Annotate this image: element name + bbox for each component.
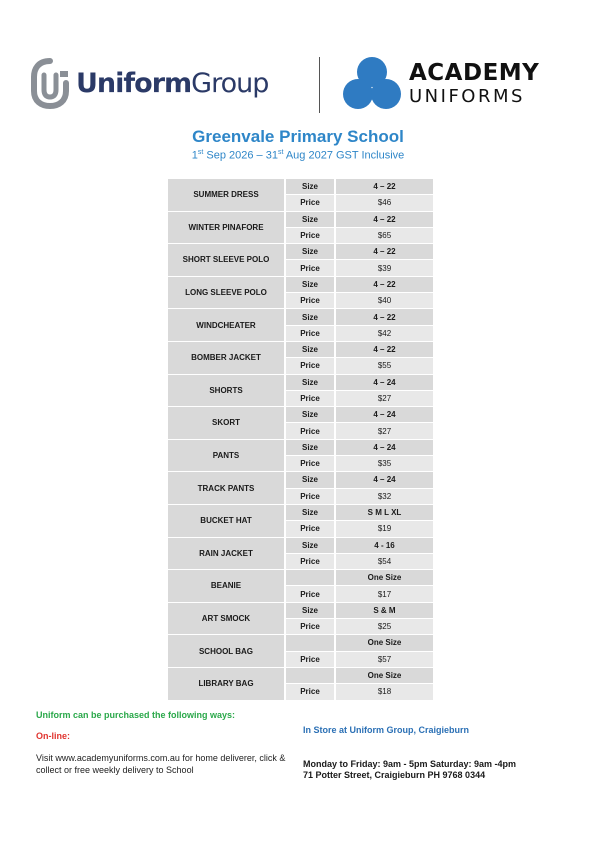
size-value: 4 – 22 <box>334 244 433 260</box>
price-value: $35 <box>334 456 433 472</box>
table-row <box>168 407 433 423</box>
table-row <box>168 277 433 293</box>
item-name: BEANIE <box>168 570 284 603</box>
table-row <box>168 538 433 554</box>
price-label: Price <box>284 554 334 570</box>
size-value: S & M <box>334 603 433 619</box>
price-label: Price <box>284 489 334 505</box>
price-value: $57 <box>334 652 433 668</box>
size-value: One Size <box>334 570 433 586</box>
item-name: LONG SLEEVE POLO <box>168 277 284 310</box>
size-label: Size <box>284 538 334 554</box>
price-label: Price <box>284 228 334 244</box>
item-name: PANTS <box>168 440 284 473</box>
price-value: $46 <box>334 195 433 211</box>
size-value: 4 - 16 <box>334 538 433 554</box>
price-value: $40 <box>334 293 433 309</box>
price-label: Price <box>284 391 334 407</box>
price-label: Price <box>284 293 334 309</box>
size-value: 4 – 22 <box>334 212 433 228</box>
item-name: SUMMER DRESS <box>168 179 284 212</box>
price-label: Price <box>284 358 334 374</box>
size-value: 4 – 24 <box>334 375 433 391</box>
size-label: Size <box>284 440 334 456</box>
table-row <box>168 472 433 488</box>
size-label: Size <box>284 407 334 423</box>
table-row <box>168 375 433 391</box>
size-label <box>284 570 334 586</box>
price-value: $18 <box>334 684 433 700</box>
item-name: SKORT <box>168 407 284 440</box>
price-label: Price <box>284 260 334 276</box>
size-label: Size <box>284 212 334 228</box>
item-name: BOMBER JACKET <box>168 342 284 375</box>
table-row <box>168 440 433 456</box>
table-row <box>168 668 433 684</box>
size-value: 4 – 22 <box>334 179 433 195</box>
price-label: Price <box>284 619 334 635</box>
size-value: S M L XL <box>334 505 433 521</box>
price-value: $17 <box>334 586 433 602</box>
table-row <box>168 212 433 228</box>
size-value: 4 – 22 <box>334 309 433 325</box>
price-value: $65 <box>334 228 433 244</box>
size-value: One Size <box>334 635 433 651</box>
size-value: 4 – 22 <box>334 342 433 358</box>
size-value: One Size <box>334 668 433 684</box>
academy-uniforms-logo-icon <box>343 55 401 113</box>
size-label: Size <box>284 309 334 325</box>
academy-wordmark: ACADEMY <box>409 60 540 86</box>
price-label: Price <box>284 684 334 700</box>
table-row <box>168 505 433 521</box>
uniform-group-logo <box>30 57 268 109</box>
size-value: 4 – 24 <box>334 407 433 423</box>
online-label: On-line: <box>36 731 70 741</box>
price-value: $25 <box>334 619 433 635</box>
size-label <box>284 635 334 651</box>
table-row <box>168 635 433 651</box>
price-label: Price <box>284 652 334 668</box>
price-value: $55 <box>334 358 433 374</box>
size-label: Size <box>284 277 334 293</box>
price-label: Price <box>284 326 334 342</box>
price-label: Price <box>284 586 334 602</box>
price-value: $27 <box>334 391 433 407</box>
table-row <box>168 570 433 586</box>
item-name: ART SMOCK <box>168 603 284 636</box>
price-table <box>168 179 433 701</box>
page-title: Greenvale Primary School <box>192 127 404 146</box>
size-label: Size <box>284 505 334 521</box>
uniforms-wordmark: UNIFORMS <box>409 86 525 107</box>
page-subtitle: 1st Sep 2026 – 31st Aug 2027 GST Inclusive <box>191 149 405 162</box>
size-label: Size <box>284 244 334 260</box>
table-row <box>168 179 433 195</box>
item-name: SHORTS <box>168 375 284 408</box>
size-label: Size <box>284 179 334 195</box>
store-address: 71 Potter Street, Craigieburn PH 9768 0344 <box>303 770 486 780</box>
uniform-group-logo-icon <box>30 57 70 109</box>
academy-uniforms-logo <box>343 55 539 113</box>
item-name: RAIN JACKET <box>168 538 284 571</box>
size-label: Size <box>284 472 334 488</box>
size-label <box>284 668 334 684</box>
price-value: $54 <box>334 554 433 570</box>
item-name: SHORT SLEEVE POLO <box>168 244 284 277</box>
item-name: TRACK PANTS <box>168 472 284 505</box>
store-label: In Store at Uniform Group, Craigieburn <box>303 725 470 735</box>
price-value: $27 <box>334 423 433 439</box>
logo-divider <box>319 57 320 113</box>
size-label: Size <box>284 603 334 619</box>
price-value: $32 <box>334 489 433 505</box>
item-name: BUCKET HAT <box>168 505 284 538</box>
price-label: Price <box>284 195 334 211</box>
purchase-ways-heading: Uniform can be purchased the following ways: <box>36 710 236 720</box>
online-text: Visit www.academyuniforms.com.au for home deliverer, click & collect or free weekly delivery to School <box>36 753 286 775</box>
price-label: Price <box>284 521 334 537</box>
price-label: Price <box>284 423 334 439</box>
price-value: $42 <box>334 326 433 342</box>
size-label: Size <box>284 342 334 358</box>
item-name: WINDCHEATER <box>168 309 284 342</box>
size-label: Size <box>284 375 334 391</box>
price-value: $19 <box>334 521 433 537</box>
table-row <box>168 244 433 260</box>
uniform-group-wordmark: UniformGroup <box>76 67 269 99</box>
store-hours: Monday to Friday: 9am - 5pm Saturday: 9am -4pm <box>303 759 517 769</box>
size-value: 4 – 24 <box>334 440 433 456</box>
size-value: 4 – 22 <box>334 277 433 293</box>
price-label: Price <box>284 456 334 472</box>
price-value: $39 <box>334 260 433 276</box>
table-row <box>168 603 433 619</box>
table-row <box>168 342 433 358</box>
item-name: SCHOOL BAG <box>168 635 284 668</box>
size-value: 4 – 24 <box>334 472 433 488</box>
item-name: LIBRARY BAG <box>168 668 284 701</box>
table-row <box>168 309 433 325</box>
item-name: WINTER PINAFORE <box>168 212 284 245</box>
